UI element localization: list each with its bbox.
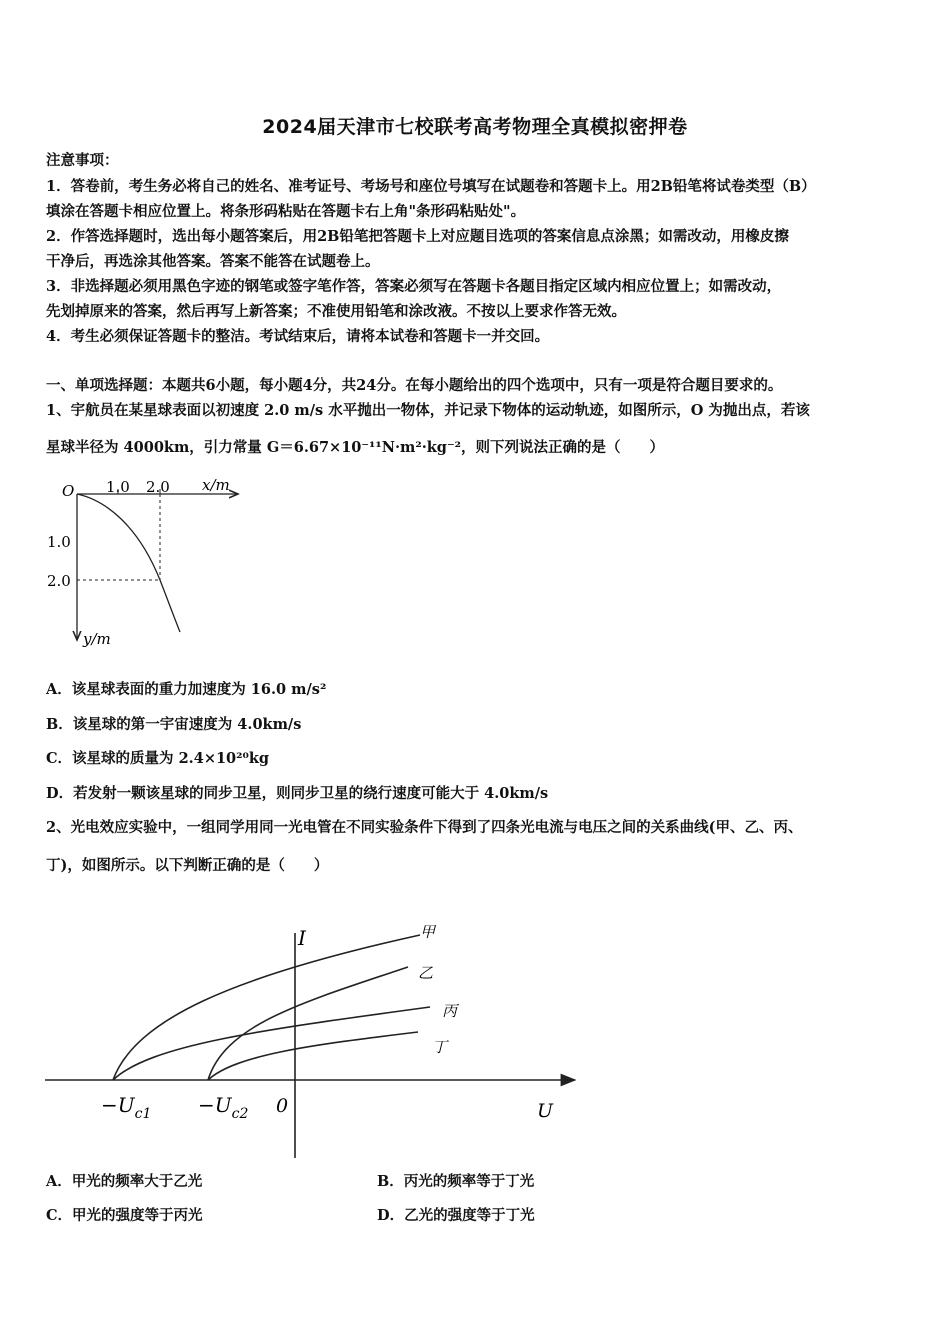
q2-option-c: C．甲光的强度等于丙光 [46, 1207, 203, 1224]
q1-option-c: C．该星球的质量为 2.4×10²⁰kg [46, 750, 270, 767]
q2-option-a: A．甲光的频率大于乙光 [46, 1173, 203, 1190]
q1-option-a: A．该星球表面的重力加速度为 16.0 m/s² [46, 681, 327, 698]
q1-trajectory-figure [40, 470, 260, 650]
notice-line: 2．作答选择题时，选出每小题答案后，用2B铅笔把答题卡上对应题目选项的答案信息点涂黑；如需改动，用橡皮擦 [46, 228, 789, 245]
notice-line: 3．非选择题必须用黑色字迹的钢笔或签字笔作答，答案必须写在答题卡各题目指定区域内相应位置上；如需改动， [46, 278, 782, 295]
notice-line: 先划掉原来的答案，然后再写上新答案；不准使用铅笔和涂改液。不按以上要求作答无效。 [46, 303, 626, 320]
q1-option-d: D．若发射一颗该星球的同步卫星，则同步卫星的绕行速度可能大于 4.0km/s [46, 785, 549, 802]
curve-label-ding: 丁 [432, 1038, 448, 1056]
q2-stem-line1: 2、光电效应实验中，一组同学用同一光电管在不同实验条件下得到了四条光电流与电压之间的关系曲线(甲、乙、丙、 [46, 819, 803, 836]
x-tick-label: 1.0 [106, 478, 130, 496]
q1-option-b: B．该星球的第一宇宙速度为 4.0km/s [46, 716, 302, 733]
uc1-label: $-U_{c1}$ [101, 1093, 152, 1122]
section-heading: 一、单项选择题：本题共6小题，每小题4分，共24分。在每小题给出的四个选项中，只有一项是符合题目要求的。 [46, 377, 783, 394]
curve-label-jia: 甲 [420, 923, 436, 941]
y-axis-label: y/m [83, 630, 111, 648]
q2-stem-line2: 丁)，如图所示。以下判断正确的是（ ） [46, 857, 329, 874]
origin-label: 0 [276, 1095, 289, 1117]
page-title: 2024届天津市七校联考高考物理全真模拟密押卷 [262, 116, 688, 138]
q2-option-b: B．丙光的频率等于丁光 [377, 1173, 535, 1190]
curve-jia [113, 935, 420, 1080]
q1-stem-line1: 1、宇航员在某星球表面以初速度 2.0 m/s 水平抛出一物体，并记录下物体的运动轨迹，如图所示，O 为抛出点，若该 [46, 402, 810, 419]
notice-line: 4．考生必须保证答题卡的整洁。考试结束后，请将本试卷和答题卡一并交回。 [46, 328, 550, 345]
uc2-label: $-U_{c2}$ [198, 1093, 249, 1122]
trajectory-curve [77, 494, 180, 632]
y-tick-label: 2.0 [47, 572, 71, 590]
u-axis-label: U [537, 1100, 554, 1122]
x-tick-label: 2.0 [146, 478, 170, 496]
q2-iv-curve-figure [40, 915, 585, 1165]
curve-label-bing: 丙 [442, 1002, 458, 1020]
notice-heading: 注意事项： [46, 152, 119, 169]
curve-label-yi: 乙 [418, 964, 434, 982]
q1-stem-line2: 星球半径为 4000km，引力常量 G＝6.67×10⁻¹¹N·m²·kg⁻²，则下列说法正确的是（ ） [46, 439, 664, 456]
origin-label: O [62, 482, 75, 500]
curve-ding [208, 1032, 418, 1080]
notice-line: 1．答卷前，考生务必将自己的姓名、准考证号、考场号和座位号填写在试题卷和答题卡上。用2B铅笔将试卷类型（B） [46, 178, 816, 195]
q2-option-d: D．乙光的强度等于丁光 [377, 1207, 535, 1224]
notice-line: 填涂在答题卡相应位置上。将条形码粘贴在答题卡右上角"条形码粘贴处"。 [46, 203, 526, 220]
i-axis-label: I [298, 926, 306, 950]
notice-line: 干净后，再选涂其他答案。答案不能答在试题卷上。 [46, 253, 380, 270]
x-axis-label: x/m [202, 476, 230, 494]
y-tick-label: 1.0 [47, 533, 71, 551]
